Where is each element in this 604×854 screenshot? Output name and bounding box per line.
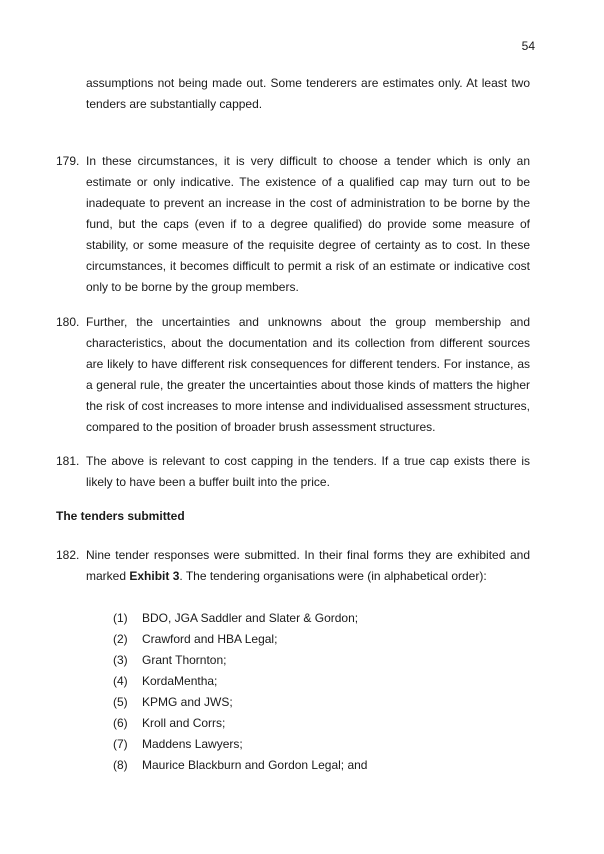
paragraph-line: circumstances, it becomes difficult to permit a risk of an estimate or indicative cost bbox=[86, 259, 530, 273]
list-item-number: (8) bbox=[113, 758, 128, 772]
paragraph-number: 179. bbox=[56, 154, 80, 168]
section-heading: The tenders submitted bbox=[56, 509, 185, 523]
paragraph-line: a general rule, the greater the uncertainties about those kinds of matters the higher bbox=[86, 378, 530, 392]
paragraph-number: 182. bbox=[56, 548, 80, 562]
paragraph-line: likely to have been a buffer built into the price. bbox=[86, 475, 330, 489]
page-number: 54 bbox=[521, 39, 535, 53]
paragraph-line: are likely to have different risk consequences for different tenders. For instance, as bbox=[86, 357, 530, 371]
paragraph-line: the risk of cost increases to more intense and individualised assessment structures, bbox=[86, 399, 530, 413]
paragraph-number: 180. bbox=[56, 315, 80, 329]
list-item: Grant Thornton; bbox=[142, 653, 227, 667]
paragraph-line: estimate or only indicative. The existence of a qualified cap may turn out to be bbox=[86, 175, 530, 189]
paragraph-line: In these circumstances, it is very difficult to choose a tender which is only an bbox=[86, 154, 530, 168]
exhibit-reference: Exhibit 3 bbox=[129, 569, 180, 583]
paragraph-line: fund, but the caps (even if to a degree qualified) do provide some measure of bbox=[86, 217, 530, 231]
paragraph-line: characteristics, about the documentation and its collection from different sources bbox=[86, 336, 530, 350]
paragraph-line: stability, or some measure of the requisite degree of certainty as to cost. In these bbox=[86, 238, 530, 252]
list-item: Crawford and HBA Legal; bbox=[142, 632, 278, 646]
list-item: Maddens Lawyers; bbox=[142, 737, 243, 751]
list-item-number: (7) bbox=[113, 737, 128, 751]
paragraph-line: Nine tender responses were submitted. In their final forms they are exhibited and bbox=[86, 548, 530, 562]
list-item: BDO, JGA Saddler and Slater & Gordon; bbox=[142, 611, 359, 625]
paragraph-line: The above is relevant to cost capping in the tenders. If a true cap exists there is bbox=[86, 454, 530, 468]
list-item: Maurice Blackburn and Gordon Legal; and bbox=[142, 758, 368, 772]
list-item-number: (4) bbox=[113, 674, 128, 688]
list-item-number: (1) bbox=[113, 611, 128, 625]
continuation-line: tenders are substantially capped. bbox=[86, 97, 263, 111]
text-run: marked bbox=[86, 569, 130, 583]
list-item-number: (5) bbox=[113, 695, 128, 709]
paragraph-line: compared to the position of broader brush assessment structures. bbox=[86, 420, 436, 434]
list-item-number: (6) bbox=[113, 716, 128, 730]
continuation-line: assumptions not being made out. Some tenderers are estimates only. At least two bbox=[86, 76, 530, 90]
paragraph-line bbox=[86, 569, 487, 583]
text-run: . The tendering organisations were (in alphabetical order): bbox=[179, 569, 487, 583]
paragraph-number: 181. bbox=[56, 454, 80, 468]
paragraph-line: Further, the uncertainties and unknowns about the group membership and bbox=[86, 315, 530, 329]
list-item-number: (2) bbox=[113, 632, 128, 646]
list-item: Kroll and Corrs; bbox=[142, 716, 226, 730]
list-item: KordaMentha; bbox=[142, 674, 218, 688]
paragraph-line: inadequate to prevent an increase in the cost of administration to be borne by the bbox=[86, 196, 530, 210]
list-item-number: (3) bbox=[113, 653, 128, 667]
paragraph-line: only to be borne by the group members. bbox=[86, 280, 299, 294]
list-item: KPMG and JWS; bbox=[142, 695, 233, 709]
